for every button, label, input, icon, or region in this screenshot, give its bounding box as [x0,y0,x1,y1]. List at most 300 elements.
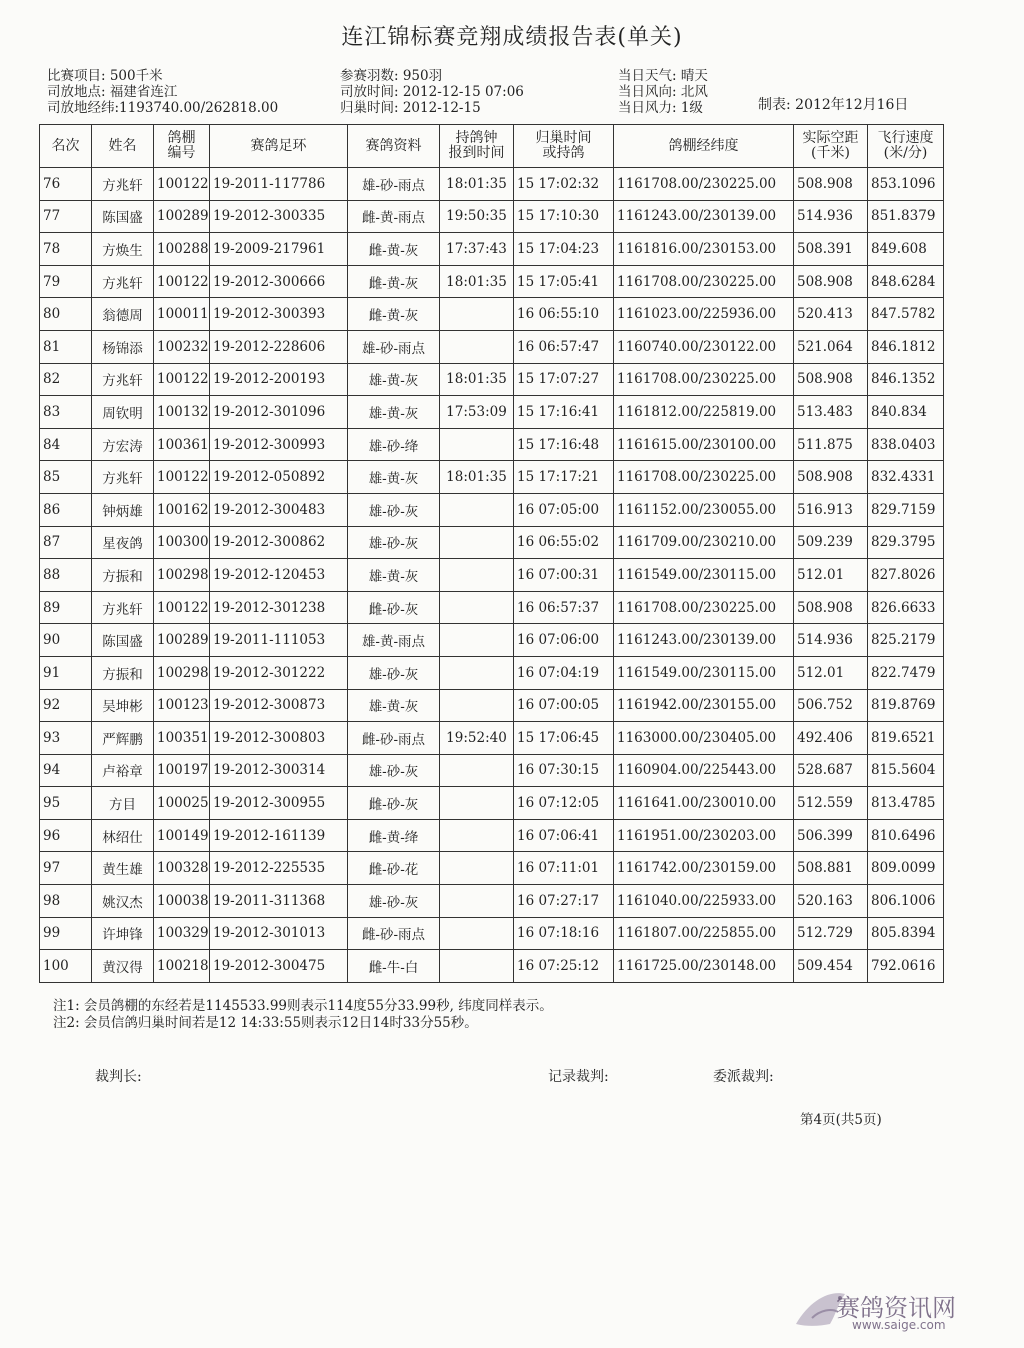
table-row [40,265,944,298]
table-cell: 严辉鹏 [92,722,154,755]
table-cell: 100289 [154,624,210,657]
table-cell: 851.8379 [868,200,944,233]
table-cell: 508.908 [794,265,868,298]
table-cell: 18:01:35 [440,363,514,396]
table-cell: 雌-砂-雨点 [348,917,440,950]
table-cell: 810.6496 [868,819,944,852]
table-cell: 姚汉杰 [92,885,154,918]
table-cell: 97 [40,852,92,885]
table-cell: 847.5782 [868,298,944,331]
table-cell: 雄-砂-雨点 [348,168,440,201]
table-cell: 19-2012-300666 [210,265,348,298]
table-cell: 雌-砂-花 [348,852,440,885]
table-cell: 雄-砂-灰 [348,493,440,526]
table-cell: 19:52:40 [440,722,514,755]
table-cell: 806.1006 [868,885,944,918]
table-cell [440,591,514,624]
table-cell [440,885,514,918]
table-cell: 雄-黄-灰 [348,559,440,592]
table-cell: 78 [40,233,92,266]
table-cell: 100288 [154,233,210,266]
table-cell: 1161708.00/230225.00 [614,591,794,624]
table-cell: 16 06:55:10 [514,298,614,331]
table-cell: 19-2012-120453 [210,559,348,592]
table-cell: 雄-砂-灰 [348,656,440,689]
table-row [40,885,944,918]
table-cell: 81 [40,330,92,363]
table-cell: 16 07:05:00 [514,493,614,526]
table-row [40,233,944,266]
table-row [40,689,944,722]
table-cell: 雌-黄-雨点 [348,200,440,233]
table-cell: 19-2011-117786 [210,168,348,201]
table-cell: 846.1812 [868,330,944,363]
column-header: 实际空距 (千米) [794,125,868,168]
table-cell: 100149 [154,819,210,852]
table-cell: 508.391 [794,233,868,266]
table-cell [440,754,514,787]
table-cell [440,428,514,461]
table-cell: 吴坤彬 [92,689,154,722]
table-cell: 翁德周 [92,298,154,331]
table-cell: 1161812.00/225819.00 [614,396,794,429]
table-cell: 1161742.00/230159.00 [614,852,794,885]
table-body [40,168,944,983]
table-cell: 19-2012-200193 [210,363,348,396]
table-cell: 92 [40,689,92,722]
table-cell: 99 [40,917,92,950]
table-row [40,526,944,559]
table-cell: 方目 [92,787,154,820]
table-cell: 1161709.00/230210.00 [614,526,794,559]
info-release-coords: 司放地经纬:1193740.00/262818.00 [47,100,279,116]
table-row [40,298,944,331]
table-cell: 19-2012-300483 [210,493,348,526]
table-cell: 100300 [154,526,210,559]
table-cell: 19-2012-300475 [210,950,348,983]
table-cell: 809.0099 [868,852,944,885]
table-cell: 黄汉得 [92,950,154,983]
table-cell: 825.2179 [868,624,944,657]
table-cell: 方兆轩 [92,461,154,494]
table-cell: 16 07:00:31 [514,559,614,592]
table-cell: 100298 [154,559,210,592]
info-birds: 参赛羽数: 950羽 [340,68,443,84]
table-cell: 1161040.00/225933.00 [614,885,794,918]
table-cell [440,689,514,722]
table-cell: 508.908 [794,461,868,494]
table-cell: 79 [40,265,92,298]
column-header: 姓名 [92,125,154,168]
table-cell: 511.875 [794,428,868,461]
table-cell: 1161243.00/230139.00 [614,200,794,233]
table-cell: 雌-牛-白 [348,950,440,983]
table-cell: 813.4785 [868,787,944,820]
table-cell: 100351 [154,722,210,755]
table-cell: 雌-黄-绛 [348,819,440,852]
table-cell: 832.4331 [868,461,944,494]
table-cell: 82 [40,363,92,396]
table-cell: 100232 [154,330,210,363]
table-cell: 822.7479 [868,656,944,689]
table-cell: 100122 [154,265,210,298]
table-cell: 19-2012-300393 [210,298,348,331]
table-cell: 19-2012-301238 [210,591,348,624]
table-cell: 508.881 [794,852,868,885]
table-cell: 19-2012-228606 [210,330,348,363]
table-cell: 15 17:10:30 [514,200,614,233]
watermark-url: www.saige.com [852,1318,946,1332]
table-cell [440,852,514,885]
table-cell: 492.406 [794,722,868,755]
table-cell: 19-2012-300314 [210,754,348,787]
table-cell: 100122 [154,591,210,624]
page-number: 第4页(共5页) [800,1112,882,1128]
table-cell: 雄-黄-灰 [348,363,440,396]
table-cell: 林绍仕 [92,819,154,852]
table-cell: 卢裕章 [92,754,154,787]
table-cell: 1161708.00/230225.00 [614,265,794,298]
table-cell: 87 [40,526,92,559]
table-cell: 100361 [154,428,210,461]
table-cell: 88 [40,559,92,592]
table-cell: 16 07:18:16 [514,917,614,950]
table-cell: 829.3795 [868,526,944,559]
table-cell: 509.239 [794,526,868,559]
table-cell: 16 06:57:47 [514,330,614,363]
table-cell: 周钦明 [92,396,154,429]
table-row [40,428,944,461]
column-header: 持鸽钟 报到时间 [440,125,514,168]
table-cell: 黄生雄 [92,852,154,885]
table-row [40,493,944,526]
table-cell: 846.1352 [868,363,944,396]
table-cell: 512.559 [794,787,868,820]
table-row [40,168,944,201]
table-cell: 100197 [154,754,210,787]
table-cell: 91 [40,656,92,689]
table-cell: 506.399 [794,819,868,852]
table-row [40,819,944,852]
table-cell [440,298,514,331]
table-cell: 19:50:35 [440,200,514,233]
table-row [40,950,944,983]
table-cell: 15 17:04:23 [514,233,614,266]
table-cell [440,493,514,526]
table-cell: 848.6284 [868,265,944,298]
table-cell: 雄-砂-灰 [348,754,440,787]
table-cell [440,559,514,592]
table-cell: 512.01 [794,559,868,592]
info-event: 比赛项目: 500千米 [47,68,163,84]
table-row [40,559,944,592]
table-cell: 1161816.00/230153.00 [614,233,794,266]
column-header: 赛鸽足环 [210,125,348,168]
table-cell: 19-2012-050892 [210,461,348,494]
table-cell: 100162 [154,493,210,526]
table-cell: 100289 [154,200,210,233]
table-cell: 792.0616 [868,950,944,983]
table-cell: 19-2011-311368 [210,885,348,918]
table-cell: 方宏涛 [92,428,154,461]
table-cell: 520.163 [794,885,868,918]
note-2: 注2: 会员信鸽归巢时间若是12 14:33:55则表示12日14时33分55秒。 [53,1015,478,1031]
table-cell: 84 [40,428,92,461]
table-cell: 80 [40,298,92,331]
table-cell: 100132 [154,396,210,429]
table-cell: 805.8394 [868,917,944,950]
results-table [39,124,944,983]
table-cell: 19-2012-300993 [210,428,348,461]
table-cell: 16 07:30:15 [514,754,614,787]
table-cell: 826.6633 [868,591,944,624]
table-cell: 雄-黄-灰 [348,461,440,494]
table-cell: 雌-黄-灰 [348,265,440,298]
table-cell: 雄-砂-雨点 [348,330,440,363]
table-cell: 18:01:35 [440,168,514,201]
table-cell: 雄-黄-灰 [348,396,440,429]
table-cell: 方振和 [92,656,154,689]
table-cell: 18:01:35 [440,265,514,298]
table-cell: 16 06:55:02 [514,526,614,559]
info-weather: 当日天气: 晴天 [618,68,708,84]
table-cell: 19-2012-300862 [210,526,348,559]
table-cell: 509.454 [794,950,868,983]
table-cell: 16 07:06:00 [514,624,614,657]
info-release-time: 司放时间: 2012-12-15 07:06 [340,84,524,100]
table-cell: 18:01:35 [440,461,514,494]
table-cell: 508.908 [794,168,868,201]
table-cell: 100329 [154,917,210,950]
column-header: 赛鸽资料 [348,125,440,168]
table-cell: 雄-黄-灰 [348,689,440,722]
table-cell: 100 [40,950,92,983]
table-cell: 方兆轩 [92,591,154,624]
table-cell: 100038 [154,885,210,918]
table-cell: 96 [40,819,92,852]
table-cell: 雌-砂-雨点 [348,722,440,755]
table-cell: 许坤锋 [92,917,154,950]
table-cell [440,950,514,983]
table-cell: 100123 [154,689,210,722]
table-cell: 514.936 [794,200,868,233]
table-cell [440,656,514,689]
table-cell: 100025 [154,787,210,820]
table-cell: 19-2012-161139 [210,819,348,852]
table-cell: 95 [40,787,92,820]
info-wind-force: 当日风力: 1级 [618,100,703,116]
table-cell: 15 17:02:32 [514,168,614,201]
table-cell [440,330,514,363]
table-cell: 陈国盛 [92,200,154,233]
table-cell: 19-2009-217961 [210,233,348,266]
signature-chief-judge: 裁判长: [95,1069,142,1085]
table-row [40,330,944,363]
table-row [40,396,944,429]
table-cell [440,624,514,657]
table-cell: 19-2012-300955 [210,787,348,820]
table-cell: 19-2011-111053 [210,624,348,657]
table-cell: 1161549.00/230115.00 [614,656,794,689]
table-row [40,787,944,820]
info-made-date: 制表: 2012年12月16日 [758,97,909,113]
table-cell: 16 07:06:41 [514,819,614,852]
table-cell: 512.729 [794,917,868,950]
table-cell: 93 [40,722,92,755]
table-cell: 1163000.00/230405.00 [614,722,794,755]
table-cell: 19-2012-301013 [210,917,348,950]
info-return-time: 归巢时间: 2012-12-15 [340,100,481,116]
table-cell: 方兆轩 [92,265,154,298]
table-cell: 838.0403 [868,428,944,461]
table-cell: 85 [40,461,92,494]
table-cell [440,819,514,852]
table-cell: 1161243.00/230139.00 [614,624,794,657]
table-cell: 星夜鸽 [92,526,154,559]
table-cell: 521.064 [794,330,868,363]
column-header: 归巢时间 或持鸽 [514,125,614,168]
table-cell: 89 [40,591,92,624]
table-cell: 雄-砂-灰 [348,526,440,559]
table-cell: 829.7159 [868,493,944,526]
table-cell: 100122 [154,363,210,396]
table-cell: 雄-砂-绛 [348,428,440,461]
table-cell: 98 [40,885,92,918]
table-cell: 819.6521 [868,722,944,755]
table-cell: 雄-黄-雨点 [348,624,440,657]
table-cell: 513.483 [794,396,868,429]
table-cell: 16 07:00:05 [514,689,614,722]
table-cell: 827.8026 [868,559,944,592]
table-row [40,722,944,755]
table-cell: 15 17:05:41 [514,265,614,298]
table-cell: 雌-黄-灰 [348,233,440,266]
table-cell: 19-2012-301222 [210,656,348,689]
table-cell: 1161951.00/230203.00 [614,819,794,852]
table-cell: 94 [40,754,92,787]
table-cell: 528.687 [794,754,868,787]
table-cell: 15 17:17:21 [514,461,614,494]
signature-recording-judge: 记录裁判: [548,1069,609,1085]
info-wind-direction: 当日风向: 北风 [618,84,708,100]
table-cell: 1161708.00/230225.00 [614,363,794,396]
table-cell: 雌-砂-灰 [348,591,440,624]
table-cell: 19-2012-300803 [210,722,348,755]
table-cell: 819.8769 [868,689,944,722]
table-cell: 1161152.00/230055.00 [614,493,794,526]
table-cell: 杨锦添 [92,330,154,363]
table-cell: 19-2012-300873 [210,689,348,722]
table-cell: 19-2012-225535 [210,852,348,885]
table-cell: 840.834 [868,396,944,429]
table-row [40,461,944,494]
table-cell: 1160740.00/230122.00 [614,330,794,363]
table-cell: 815.5604 [868,754,944,787]
table-cell: 76 [40,168,92,201]
table-cell: 16 07:11:01 [514,852,614,885]
table-cell: 15 17:06:45 [514,722,614,755]
table-cell: 陈国盛 [92,624,154,657]
table-cell: 17:37:43 [440,233,514,266]
table-cell: 15 17:16:48 [514,428,614,461]
table-cell: 16 07:27:17 [514,885,614,918]
signature-delegated-judge: 委派裁判: [713,1069,774,1085]
column-header: 名次 [40,125,92,168]
table-cell: 83 [40,396,92,429]
table-cell: 100011 [154,298,210,331]
info-release-place: 司放地点: 福建省连江 [47,84,178,100]
table-cell: 77 [40,200,92,233]
table-cell: 1161641.00/230010.00 [614,787,794,820]
table-cell: 19-2012-300335 [210,200,348,233]
table-row [40,363,944,396]
table-cell [440,917,514,950]
table-cell: 100298 [154,656,210,689]
table-cell: 方兆轩 [92,363,154,396]
table-cell [440,526,514,559]
table-cell: 1161023.00/225936.00 [614,298,794,331]
table-cell: 100328 [154,852,210,885]
table-row [40,591,944,624]
table-cell: 100218 [154,950,210,983]
report-title: 连江锦标赛竞翔成绩报告表(单关) [341,25,683,50]
table-row [40,917,944,950]
table-cell: 19-2012-301096 [210,396,348,429]
table-cell: 16 07:12:05 [514,787,614,820]
table-cell: 方焕生 [92,233,154,266]
table-cell: 1161549.00/230115.00 [614,559,794,592]
table-cell: 1161807.00/225855.00 [614,917,794,950]
table-cell: 520.413 [794,298,868,331]
table-cell: 512.01 [794,656,868,689]
table-cell: 1161708.00/230225.00 [614,461,794,494]
table-cell: 849.608 [868,233,944,266]
table-cell: 516.913 [794,493,868,526]
watermark-name: 赛鸽资讯网 [836,1294,956,1322]
table-cell: 1161725.00/230148.00 [614,950,794,983]
table-cell: 雄-砂-灰 [348,885,440,918]
note-1: 注1: 会员鸽棚的东经若是1145533.99则表示114度55分33.99秒, 纬度同样表示。 [53,998,553,1014]
table-cell: 514.936 [794,624,868,657]
table-cell: 1161942.00/230155.00 [614,689,794,722]
notes [53,998,553,1032]
column-header: 鸽棚 编号 [154,125,210,168]
table-cell: 90 [40,624,92,657]
table-cell [440,787,514,820]
table-cell: 853.1096 [868,168,944,201]
table-cell: 508.908 [794,363,868,396]
table-row [40,852,944,885]
table-cell: 1161708.00/230225.00 [614,168,794,201]
table-cell: 100122 [154,168,210,201]
table-cell: 16 07:04:19 [514,656,614,689]
table-cell: 钟炳雄 [92,493,154,526]
column-header: 鸽棚经纬度 [614,125,794,168]
table-row [40,200,944,233]
table-cell: 方振和 [92,559,154,592]
table-cell: 15 17:07:27 [514,363,614,396]
column-header: 飞行速度 (米/分) [868,125,944,168]
table-cell: 雌-黄-灰 [348,298,440,331]
table-cell: 16 06:57:37 [514,591,614,624]
table-cell: 508.908 [794,591,868,624]
table-cell: 16 07:25:12 [514,950,614,983]
table-cell: 17:53:09 [440,396,514,429]
table-cell: 雌-砂-灰 [348,787,440,820]
table-cell: 1161615.00/230100.00 [614,428,794,461]
table-cell: 方兆轩 [92,168,154,201]
table-row [40,656,944,689]
